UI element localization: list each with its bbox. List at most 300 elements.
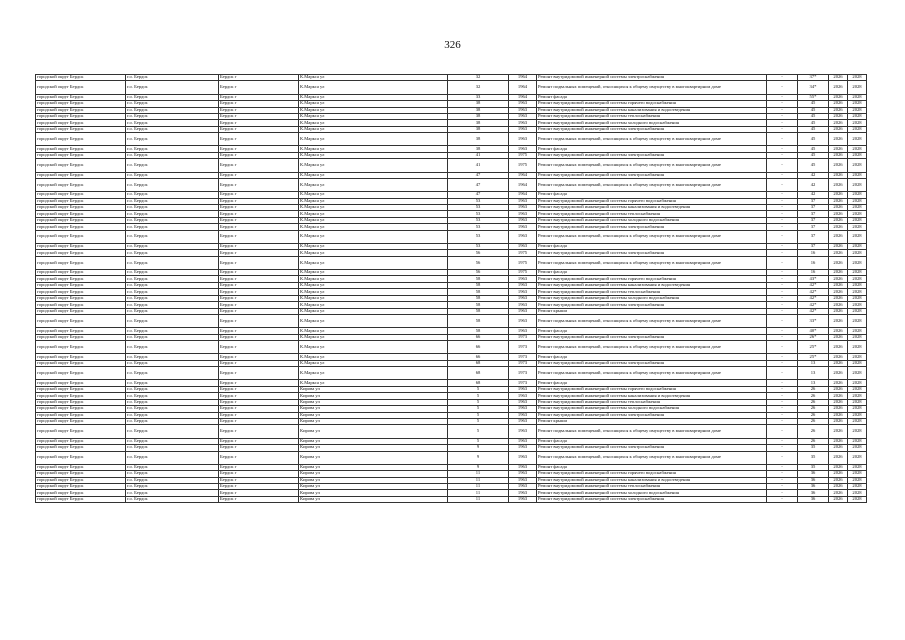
start-year-cell: 2026 xyxy=(829,75,848,81)
dash-cell: - xyxy=(767,295,798,301)
build-year-cell: 1964 xyxy=(509,178,537,191)
start-year-cell: 2026 xyxy=(829,270,848,276)
house-number-cell: 38 xyxy=(448,126,509,132)
start-year-cell: 2026 xyxy=(829,406,848,412)
cost-cell: 37 xyxy=(798,243,829,249)
street-cell: Кирова ул xyxy=(299,393,448,399)
build-year-cell: 1963 xyxy=(509,315,537,328)
dash-cell: - xyxy=(767,380,798,386)
start-year-cell: 2026 xyxy=(829,464,848,470)
dash-cell: - xyxy=(767,217,798,223)
city-cell: г.о. Бердск xyxy=(126,315,219,328)
end-year-cell: 2028 xyxy=(848,146,867,152)
dash-cell: - xyxy=(767,438,798,444)
end-year-cell: 2028 xyxy=(848,425,867,438)
dash-cell: - xyxy=(767,75,798,81)
house-number-cell: 58 xyxy=(448,315,509,328)
city-cell: г.о. Бердск xyxy=(126,133,219,146)
end-year-cell: 2028 xyxy=(848,198,867,204)
locality-cell: Бердск г xyxy=(219,419,299,425)
dash-cell: - xyxy=(767,243,798,249)
work-type-cell: Ремонт фасада xyxy=(537,270,767,276)
work-type-cell: Ремонт крыши xyxy=(537,419,767,425)
work-type-cell: Ремонт внутридомовой инженерной системы горячего водоснабжения xyxy=(537,471,767,477)
start-year-cell: 2026 xyxy=(829,217,848,223)
locality-cell: Бердск г xyxy=(219,230,299,243)
district-cell: городской округ Бердск xyxy=(36,412,126,418)
house-number-cell: 58 xyxy=(448,295,509,301)
start-year-cell: 2026 xyxy=(829,113,848,119)
end-year-cell: 2028 xyxy=(848,126,867,132)
work-type-cell: Ремонт фасада xyxy=(537,380,767,386)
city-cell: г.о. Бердск xyxy=(126,302,219,308)
locality-cell: Бердск г xyxy=(219,360,299,366)
end-year-cell: 2028 xyxy=(848,270,867,276)
dash-cell: - xyxy=(767,270,798,276)
end-year-cell: 2028 xyxy=(848,380,867,386)
end-year-cell: 2028 xyxy=(848,81,867,94)
cost-cell: 26* xyxy=(798,334,829,340)
dash-cell: - xyxy=(767,367,798,380)
house-number-cell: 5 xyxy=(448,438,509,444)
start-year-cell: 2026 xyxy=(829,380,848,386)
end-year-cell: 2028 xyxy=(848,172,867,178)
dash-cell: - xyxy=(767,289,798,295)
work-type-cell: Ремонт внутридомовой инженерной системы горячего водоснабжения xyxy=(537,101,767,107)
city-cell: г.о. Бердск xyxy=(126,328,219,334)
work-type-cell: Ремонт подвальных помещений, относящихся к общему имуществу в многоквартирном доме xyxy=(537,256,767,269)
end-year-cell: 2028 xyxy=(848,75,867,81)
street-cell: К.Маркса ул xyxy=(299,380,448,386)
cost-cell: 45 xyxy=(798,120,829,126)
house-number-cell: 66 xyxy=(448,341,509,354)
end-year-cell: 2028 xyxy=(848,419,867,425)
start-year-cell: 2026 xyxy=(829,101,848,107)
build-year-cell: 1963 xyxy=(509,224,537,230)
work-type-cell: Ремонт внутридомовой инженерной системы электроснабжения xyxy=(537,360,767,366)
street-cell: К.Маркса ул xyxy=(299,367,448,380)
city-cell: г.о. Бердск xyxy=(126,477,219,483)
district-cell: городской округ Бердск xyxy=(36,334,126,340)
street-cell: К.Маркса ул xyxy=(299,113,448,119)
build-year-cell: 1963 xyxy=(509,419,537,425)
end-year-cell: 2028 xyxy=(848,178,867,191)
house-number-cell: 58 xyxy=(448,282,509,288)
work-type-cell: Ремонт внутридомовой инженерной системы холодного водоснабжения xyxy=(537,120,767,126)
house-number-cell: 53 xyxy=(448,205,509,211)
district-cell: городской округ Бердск xyxy=(36,341,126,354)
locality-cell: Бердск г xyxy=(219,328,299,334)
city-cell: г.о. Бердск xyxy=(126,126,219,132)
start-year-cell: 2026 xyxy=(829,399,848,405)
city-cell: г.о. Бердск xyxy=(126,471,219,477)
district-cell: городской округ Бердск xyxy=(36,490,126,496)
house-number-cell: 66 xyxy=(448,354,509,360)
work-type-cell: Ремонт внутридомовой инженерной системы электроснабжения xyxy=(537,75,767,81)
cost-cell: 43* xyxy=(798,276,829,282)
locality-cell: Бердск г xyxy=(219,496,299,502)
house-number-cell: 58 xyxy=(448,328,509,334)
dash-cell: - xyxy=(767,250,798,256)
city-cell: г.о. Бердск xyxy=(126,367,219,380)
locality-cell: Бердск г xyxy=(219,367,299,380)
locality-cell: Бердск г xyxy=(219,406,299,412)
work-type-cell: Ремонт внутридомовой инженерной системы электроснабжения xyxy=(537,126,767,132)
work-type-cell: Ремонт фасада xyxy=(537,94,767,100)
table-row xyxy=(36,425,867,438)
house-number-cell: 5 xyxy=(448,425,509,438)
cost-cell: 42* xyxy=(798,308,829,314)
city-cell: г.о. Бердск xyxy=(126,192,219,198)
work-type-cell: Ремонт внутридомовой инженерной системы электроснабжения xyxy=(537,250,767,256)
street-cell: К.Маркса ул xyxy=(299,81,448,94)
city-cell: г.о. Бердск xyxy=(126,295,219,301)
locality-cell: Бердск г xyxy=(219,451,299,464)
house-number-cell: 5 xyxy=(448,419,509,425)
cost-cell: 37 xyxy=(798,217,829,223)
district-cell: городской округ Бердск xyxy=(36,243,126,249)
city-cell: г.о. Бердск xyxy=(126,94,219,100)
dash-cell: - xyxy=(767,445,798,451)
dash-cell: - xyxy=(767,81,798,94)
city-cell: г.о. Бердск xyxy=(126,217,219,223)
start-year-cell: 2026 xyxy=(829,224,848,230)
district-cell: городской округ Бердск xyxy=(36,270,126,276)
end-year-cell: 2028 xyxy=(848,120,867,126)
cost-cell: 55* xyxy=(798,94,829,100)
locality-cell: Бердск г xyxy=(219,224,299,230)
start-year-cell: 2026 xyxy=(829,178,848,191)
house-number-cell: 9 xyxy=(448,464,509,470)
work-type-cell: Ремонт фасада xyxy=(537,146,767,152)
house-number-cell: 5 xyxy=(448,399,509,405)
work-type-cell: Ремонт фасада xyxy=(537,328,767,334)
work-type-cell: Ремонт подвальных помещений, относящихся к общему имуществу в многоквартирном доме xyxy=(537,159,767,172)
build-year-cell: 1963 xyxy=(509,477,537,483)
district-cell: городской округ Бердск xyxy=(36,113,126,119)
house-number-cell: 53 xyxy=(448,230,509,243)
work-type-cell: Ремонт внутридомовой инженерной системы теплоснабжения xyxy=(537,484,767,490)
locality-cell: Бердск г xyxy=(219,438,299,444)
district-cell: городской округ Бердск xyxy=(36,484,126,490)
district-cell: городской округ Бердск xyxy=(36,380,126,386)
city-cell: г.о. Бердск xyxy=(126,276,219,282)
dash-cell: - xyxy=(767,107,798,113)
locality-cell: Бердск г xyxy=(219,354,299,360)
end-year-cell: 2028 xyxy=(848,133,867,146)
start-year-cell: 2026 xyxy=(829,451,848,464)
city-cell: г.о. Бердск xyxy=(126,496,219,502)
end-year-cell: 2028 xyxy=(848,205,867,211)
start-year-cell: 2026 xyxy=(829,198,848,204)
city-cell: г.о. Бердск xyxy=(126,211,219,217)
cost-cell: 26 xyxy=(798,386,829,392)
street-cell: Кирова ул xyxy=(299,496,448,502)
dash-cell: - xyxy=(767,126,798,132)
end-year-cell: 2028 xyxy=(848,334,867,340)
end-year-cell: 2028 xyxy=(848,315,867,328)
house-number-cell: 53 xyxy=(448,198,509,204)
build-year-cell: 1963 xyxy=(509,464,537,470)
dash-cell: - xyxy=(767,178,798,191)
house-number-cell: 38 xyxy=(448,101,509,107)
district-cell: городской округ Бердск xyxy=(36,445,126,451)
street-cell: К.Маркса ул xyxy=(299,250,448,256)
cost-cell: 42 xyxy=(798,192,829,198)
locality-cell: Бердск г xyxy=(219,146,299,152)
start-year-cell: 2026 xyxy=(829,243,848,249)
table-row xyxy=(36,367,867,380)
end-year-cell: 2028 xyxy=(848,496,867,502)
cost-cell: 45 xyxy=(798,133,829,146)
work-type-cell: Ремонт внутридомовой инженерной системы канализования и водоотведения xyxy=(537,205,767,211)
house-number-cell: 5 xyxy=(448,386,509,392)
dash-cell: - xyxy=(767,341,798,354)
locality-cell: Бердск г xyxy=(219,211,299,217)
end-year-cell: 2028 xyxy=(848,354,867,360)
dash-cell: - xyxy=(767,354,798,360)
start-year-cell: 2026 xyxy=(829,360,848,366)
district-cell: городской округ Бердск xyxy=(36,205,126,211)
cost-cell: 45 xyxy=(798,126,829,132)
start-year-cell: 2026 xyxy=(829,159,848,172)
end-year-cell: 2028 xyxy=(848,438,867,444)
cost-cell: 13 xyxy=(798,380,829,386)
street-cell: К.Маркса ул xyxy=(299,270,448,276)
house-number-cell: 53 xyxy=(448,224,509,230)
cost-cell: 42* xyxy=(798,295,829,301)
street-cell: К.Маркса ул xyxy=(299,354,448,360)
start-year-cell: 2026 xyxy=(829,308,848,314)
locality-cell: Бердск г xyxy=(219,471,299,477)
district-cell: городской округ Бердск xyxy=(36,159,126,172)
work-type-cell: Ремонт фасада xyxy=(537,438,767,444)
house-number-cell: 58 xyxy=(448,289,509,295)
city-cell: г.о. Бердск xyxy=(126,334,219,340)
city-cell: г.о. Бердск xyxy=(126,172,219,178)
district-cell: городской округ Бердск xyxy=(36,451,126,464)
city-cell: г.о. Бердск xyxy=(126,425,219,438)
house-number-cell: 5 xyxy=(448,406,509,412)
locality-cell: Бердск г xyxy=(219,94,299,100)
start-year-cell: 2026 xyxy=(829,192,848,198)
work-type-cell: Ремонт фасада xyxy=(537,243,767,249)
table-row xyxy=(36,178,867,191)
end-year-cell: 2028 xyxy=(848,399,867,405)
house-number-cell: 38 xyxy=(448,107,509,113)
district-cell: городской округ Бердск xyxy=(36,386,126,392)
start-year-cell: 2026 xyxy=(829,419,848,425)
house-number-cell: 58 xyxy=(448,302,509,308)
start-year-cell: 2026 xyxy=(829,445,848,451)
district-cell: городской округ Бердск xyxy=(36,315,126,328)
cost-cell: 34* xyxy=(798,81,829,94)
house-number-cell: 58 xyxy=(448,308,509,314)
start-year-cell: 2026 xyxy=(829,425,848,438)
locality-cell: Бердск г xyxy=(219,386,299,392)
house-number-cell: 68 xyxy=(448,380,509,386)
cost-cell: 37 xyxy=(798,198,829,204)
cost-cell: 40* xyxy=(798,328,829,334)
locality-cell: Бердск г xyxy=(219,308,299,314)
end-year-cell: 2028 xyxy=(848,302,867,308)
build-year-cell: 1963 xyxy=(509,198,537,204)
cost-cell: 45 xyxy=(798,101,829,107)
work-type-cell: Ремонт внутридомовой инженерной системы электроснабжения xyxy=(537,445,767,451)
work-type-cell: Ремонт внутридомовой инженерной системы канализования и водоотведения xyxy=(537,393,767,399)
table-row xyxy=(36,159,867,172)
dash-cell: - xyxy=(767,386,798,392)
cost-cell: 42 xyxy=(798,178,829,191)
district-cell: городской округ Бердск xyxy=(36,94,126,100)
street-cell: Кирова ул xyxy=(299,386,448,392)
dash-cell: - xyxy=(767,113,798,119)
house-number-cell: 11 xyxy=(448,477,509,483)
dash-cell: - xyxy=(767,315,798,328)
work-type-cell: Ремонт внутридомовой инженерной системы электроснабжения xyxy=(537,172,767,178)
end-year-cell: 2028 xyxy=(848,107,867,113)
start-year-cell: 2026 xyxy=(829,126,848,132)
street-cell: К.Маркса ул xyxy=(299,75,448,81)
street-cell: Кирова ул xyxy=(299,438,448,444)
build-year-cell: 1963 xyxy=(509,205,537,211)
build-year-cell: 1975 xyxy=(509,270,537,276)
start-year-cell: 2026 xyxy=(829,81,848,94)
district-cell: городской округ Бердск xyxy=(36,101,126,107)
cost-cell: 16 xyxy=(798,270,829,276)
city-cell: г.о. Бердск xyxy=(126,152,219,158)
district-cell: городской округ Бердск xyxy=(36,192,126,198)
work-type-cell: Ремонт внутридомовой инженерной системы электроснабжения xyxy=(537,496,767,502)
cost-cell: 45 xyxy=(798,113,829,119)
table-row xyxy=(36,230,867,243)
street-cell: К.Маркса ул xyxy=(299,94,448,100)
city-cell: г.о. Бердск xyxy=(126,386,219,392)
locality-cell: Бердск г xyxy=(219,315,299,328)
district-cell: городской округ Бердск xyxy=(36,224,126,230)
work-type-cell: Ремонт подвальных помещений, относящихся к общему имуществу в многоквартирном доме xyxy=(537,81,767,94)
start-year-cell: 2026 xyxy=(829,120,848,126)
build-year-cell: 1963 xyxy=(509,295,537,301)
city-cell: г.о. Бердск xyxy=(126,159,219,172)
locality-cell: Бердск г xyxy=(219,107,299,113)
start-year-cell: 2026 xyxy=(829,341,848,354)
build-year-cell: 1963 xyxy=(509,101,537,107)
locality-cell: Бердск г xyxy=(219,159,299,172)
start-year-cell: 2026 xyxy=(829,438,848,444)
city-cell: г.о. Бердск xyxy=(126,81,219,94)
start-year-cell: 2026 xyxy=(829,471,848,477)
district-cell: городской округ Бердск xyxy=(36,217,126,223)
end-year-cell: 2028 xyxy=(848,256,867,269)
locality-cell: Бердск г xyxy=(219,217,299,223)
city-cell: г.о. Бердск xyxy=(126,282,219,288)
house-number-cell: 5 xyxy=(448,412,509,418)
table-row xyxy=(36,496,867,502)
build-year-cell: 1973 xyxy=(509,360,537,366)
cost-cell: 42* xyxy=(798,289,829,295)
start-year-cell: 2026 xyxy=(829,289,848,295)
start-year-cell: 2026 xyxy=(829,496,848,502)
cost-cell: 45 xyxy=(798,159,829,172)
cost-cell: 26 xyxy=(798,399,829,405)
end-year-cell: 2028 xyxy=(848,192,867,198)
dash-cell: - xyxy=(767,230,798,243)
cost-cell: 25* xyxy=(798,341,829,354)
city-cell: г.о. Бердск xyxy=(126,178,219,191)
city-cell: г.о. Бердск xyxy=(126,393,219,399)
build-year-cell: 1963 xyxy=(509,490,537,496)
city-cell: г.о. Бердск xyxy=(126,289,219,295)
house-number-cell: 32 xyxy=(448,81,509,94)
work-type-cell: Ремонт подвальных помещений, относящихся к общему имуществу в многоквартирном доме xyxy=(537,425,767,438)
house-number-cell: 47 xyxy=(448,172,509,178)
dash-cell: - xyxy=(767,198,798,204)
end-year-cell: 2028 xyxy=(848,308,867,314)
start-year-cell: 2026 xyxy=(829,250,848,256)
city-cell: г.о. Бердск xyxy=(126,419,219,425)
build-year-cell: 1963 xyxy=(509,399,537,405)
street-cell: Кирова ул xyxy=(299,412,448,418)
cost-cell: 16 xyxy=(798,256,829,269)
start-year-cell: 2026 xyxy=(829,276,848,282)
city-cell: г.о. Бердск xyxy=(126,198,219,204)
street-cell: К.Маркса ул xyxy=(299,282,448,288)
build-year-cell: 1975 xyxy=(509,250,537,256)
cost-cell: 13 xyxy=(798,360,829,366)
end-year-cell: 2028 xyxy=(848,464,867,470)
district-cell: городской округ Бердск xyxy=(36,75,126,81)
locality-cell: Бердск г xyxy=(219,75,299,81)
build-year-cell: 1963 xyxy=(509,496,537,502)
house-number-cell: 38 xyxy=(448,120,509,126)
start-year-cell: 2026 xyxy=(829,172,848,178)
locality-cell: Бердск г xyxy=(219,256,299,269)
dash-cell: - xyxy=(767,328,798,334)
street-cell: К.Маркса ул xyxy=(299,289,448,295)
end-year-cell: 2028 xyxy=(848,250,867,256)
district-cell: городской округ Бердск xyxy=(36,126,126,132)
dash-cell: - xyxy=(767,412,798,418)
cost-cell: 25* xyxy=(798,354,829,360)
build-year-cell: 1963 xyxy=(509,230,537,243)
end-year-cell: 2028 xyxy=(848,159,867,172)
cost-cell: 36 xyxy=(798,484,829,490)
city-cell: г.о. Бердск xyxy=(126,451,219,464)
locality-cell: Бердск г xyxy=(219,113,299,119)
build-year-cell: 1973 xyxy=(509,380,537,386)
work-type-cell: Ремонт фасада xyxy=(537,464,767,470)
build-year-cell: 1963 xyxy=(509,406,537,412)
street-cell: К.Маркса ул xyxy=(299,133,448,146)
street-cell: К.Маркса ул xyxy=(299,328,448,334)
house-number-cell: 53 xyxy=(448,211,509,217)
table-row xyxy=(36,133,867,146)
house-number-cell: 11 xyxy=(448,496,509,502)
house-number-cell: 33 xyxy=(448,94,509,100)
city-cell: г.о. Бердск xyxy=(126,146,219,152)
locality-cell: Бердск г xyxy=(219,412,299,418)
end-year-cell: 2028 xyxy=(848,393,867,399)
start-year-cell: 2026 xyxy=(829,205,848,211)
build-year-cell: 1964 xyxy=(509,172,537,178)
district-cell: городской округ Бердск xyxy=(36,328,126,334)
district-cell: городской округ Бердск xyxy=(36,367,126,380)
locality-cell: Бердск г xyxy=(219,192,299,198)
city-cell: г.о. Бердск xyxy=(126,412,219,418)
start-year-cell: 2026 xyxy=(829,386,848,392)
district-cell: городской округ Бердск xyxy=(36,425,126,438)
